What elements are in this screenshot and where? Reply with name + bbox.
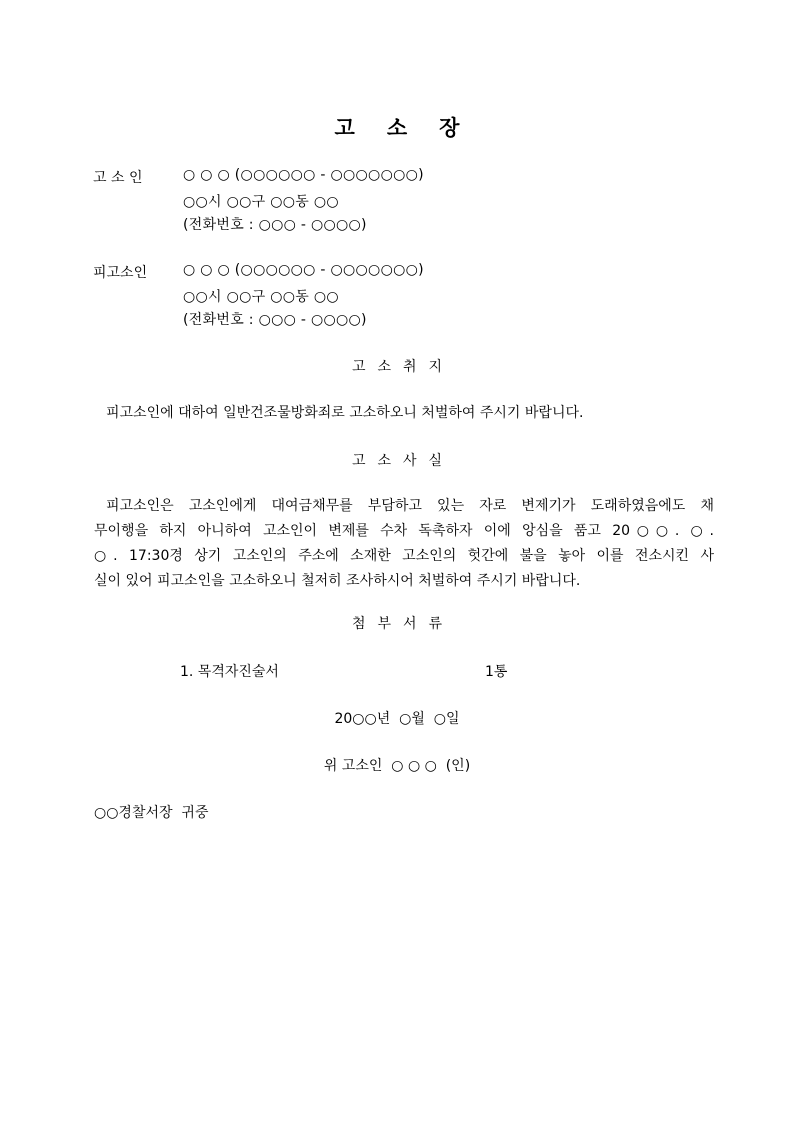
recipient-line: ○○경찰서장 귀중 (94, 805, 209, 821)
defendant-address: ○○시 ○○구 ○○동 ○○ (183, 289, 339, 305)
facts-line: 무이행을 하지 아니하여 고소인이 변제를 수차 독촉하자 이에 앙심을 품고 20○○. ○. (94, 523, 714, 539)
document-title (0, 112, 794, 142)
facts-line: 실이 있어 피고소인을 고소하오니 철저히 조사하시어 처벌하여 주시기 바랍니다. (94, 573, 581, 589)
complainant-phone: (전화번호 : ○○○ - ○○○○) (183, 217, 367, 233)
complainant-label: 고 소 인 (93, 170, 143, 186)
facts-line: 피고소인은 고소인에게 대여금채무를 부담하고 있는 자로 변제기가 도래하였음에도 채 (106, 498, 714, 514)
purpose-heading: 고 소 취 지 (351, 359, 443, 375)
purpose-text: 피고소인에 대하여 일반건조물방화죄로 고소하오니 처벌하여 주시기 바랍니다. (106, 405, 584, 421)
defendant-phone: (전화번호 : ○○○ - ○○○○) (183, 312, 367, 328)
defendant-name: ○ ○ ○ (○○○○○○ - ○○○○○○○) (183, 262, 424, 278)
complainant-address: ○○시 ○○구 ○○동 ○○ (183, 194, 339, 210)
attachments-heading: 첨 부 서 류 (351, 616, 443, 632)
defendant-label: 피고소인 (93, 265, 148, 281)
signature-line: 위 고소인 ○ ○ ○ (인) (323, 758, 471, 774)
complainant-name: ○ ○ ○ (○○○○○○ - ○○○○○○○) (183, 167, 424, 183)
facts-paragraph (94, 494, 714, 594)
title-char: 장 (439, 116, 460, 140)
attachment-item-name: 1. 목격자진술서 (180, 664, 279, 680)
title-char: 소 (386, 116, 408, 140)
facts-heading: 고 소 사 실 (351, 453, 443, 469)
date-line: 20○○년 ○월 ○일 (334, 711, 460, 727)
title-char: 고 (334, 116, 355, 140)
facts-line: ○. 17:30경 상기 고소인의 주소에 소재한 고소인의 헛간에 불을 놓아 이를 전소시킨 사 (94, 548, 715, 564)
attachment-item-count: 1통 (485, 664, 508, 680)
